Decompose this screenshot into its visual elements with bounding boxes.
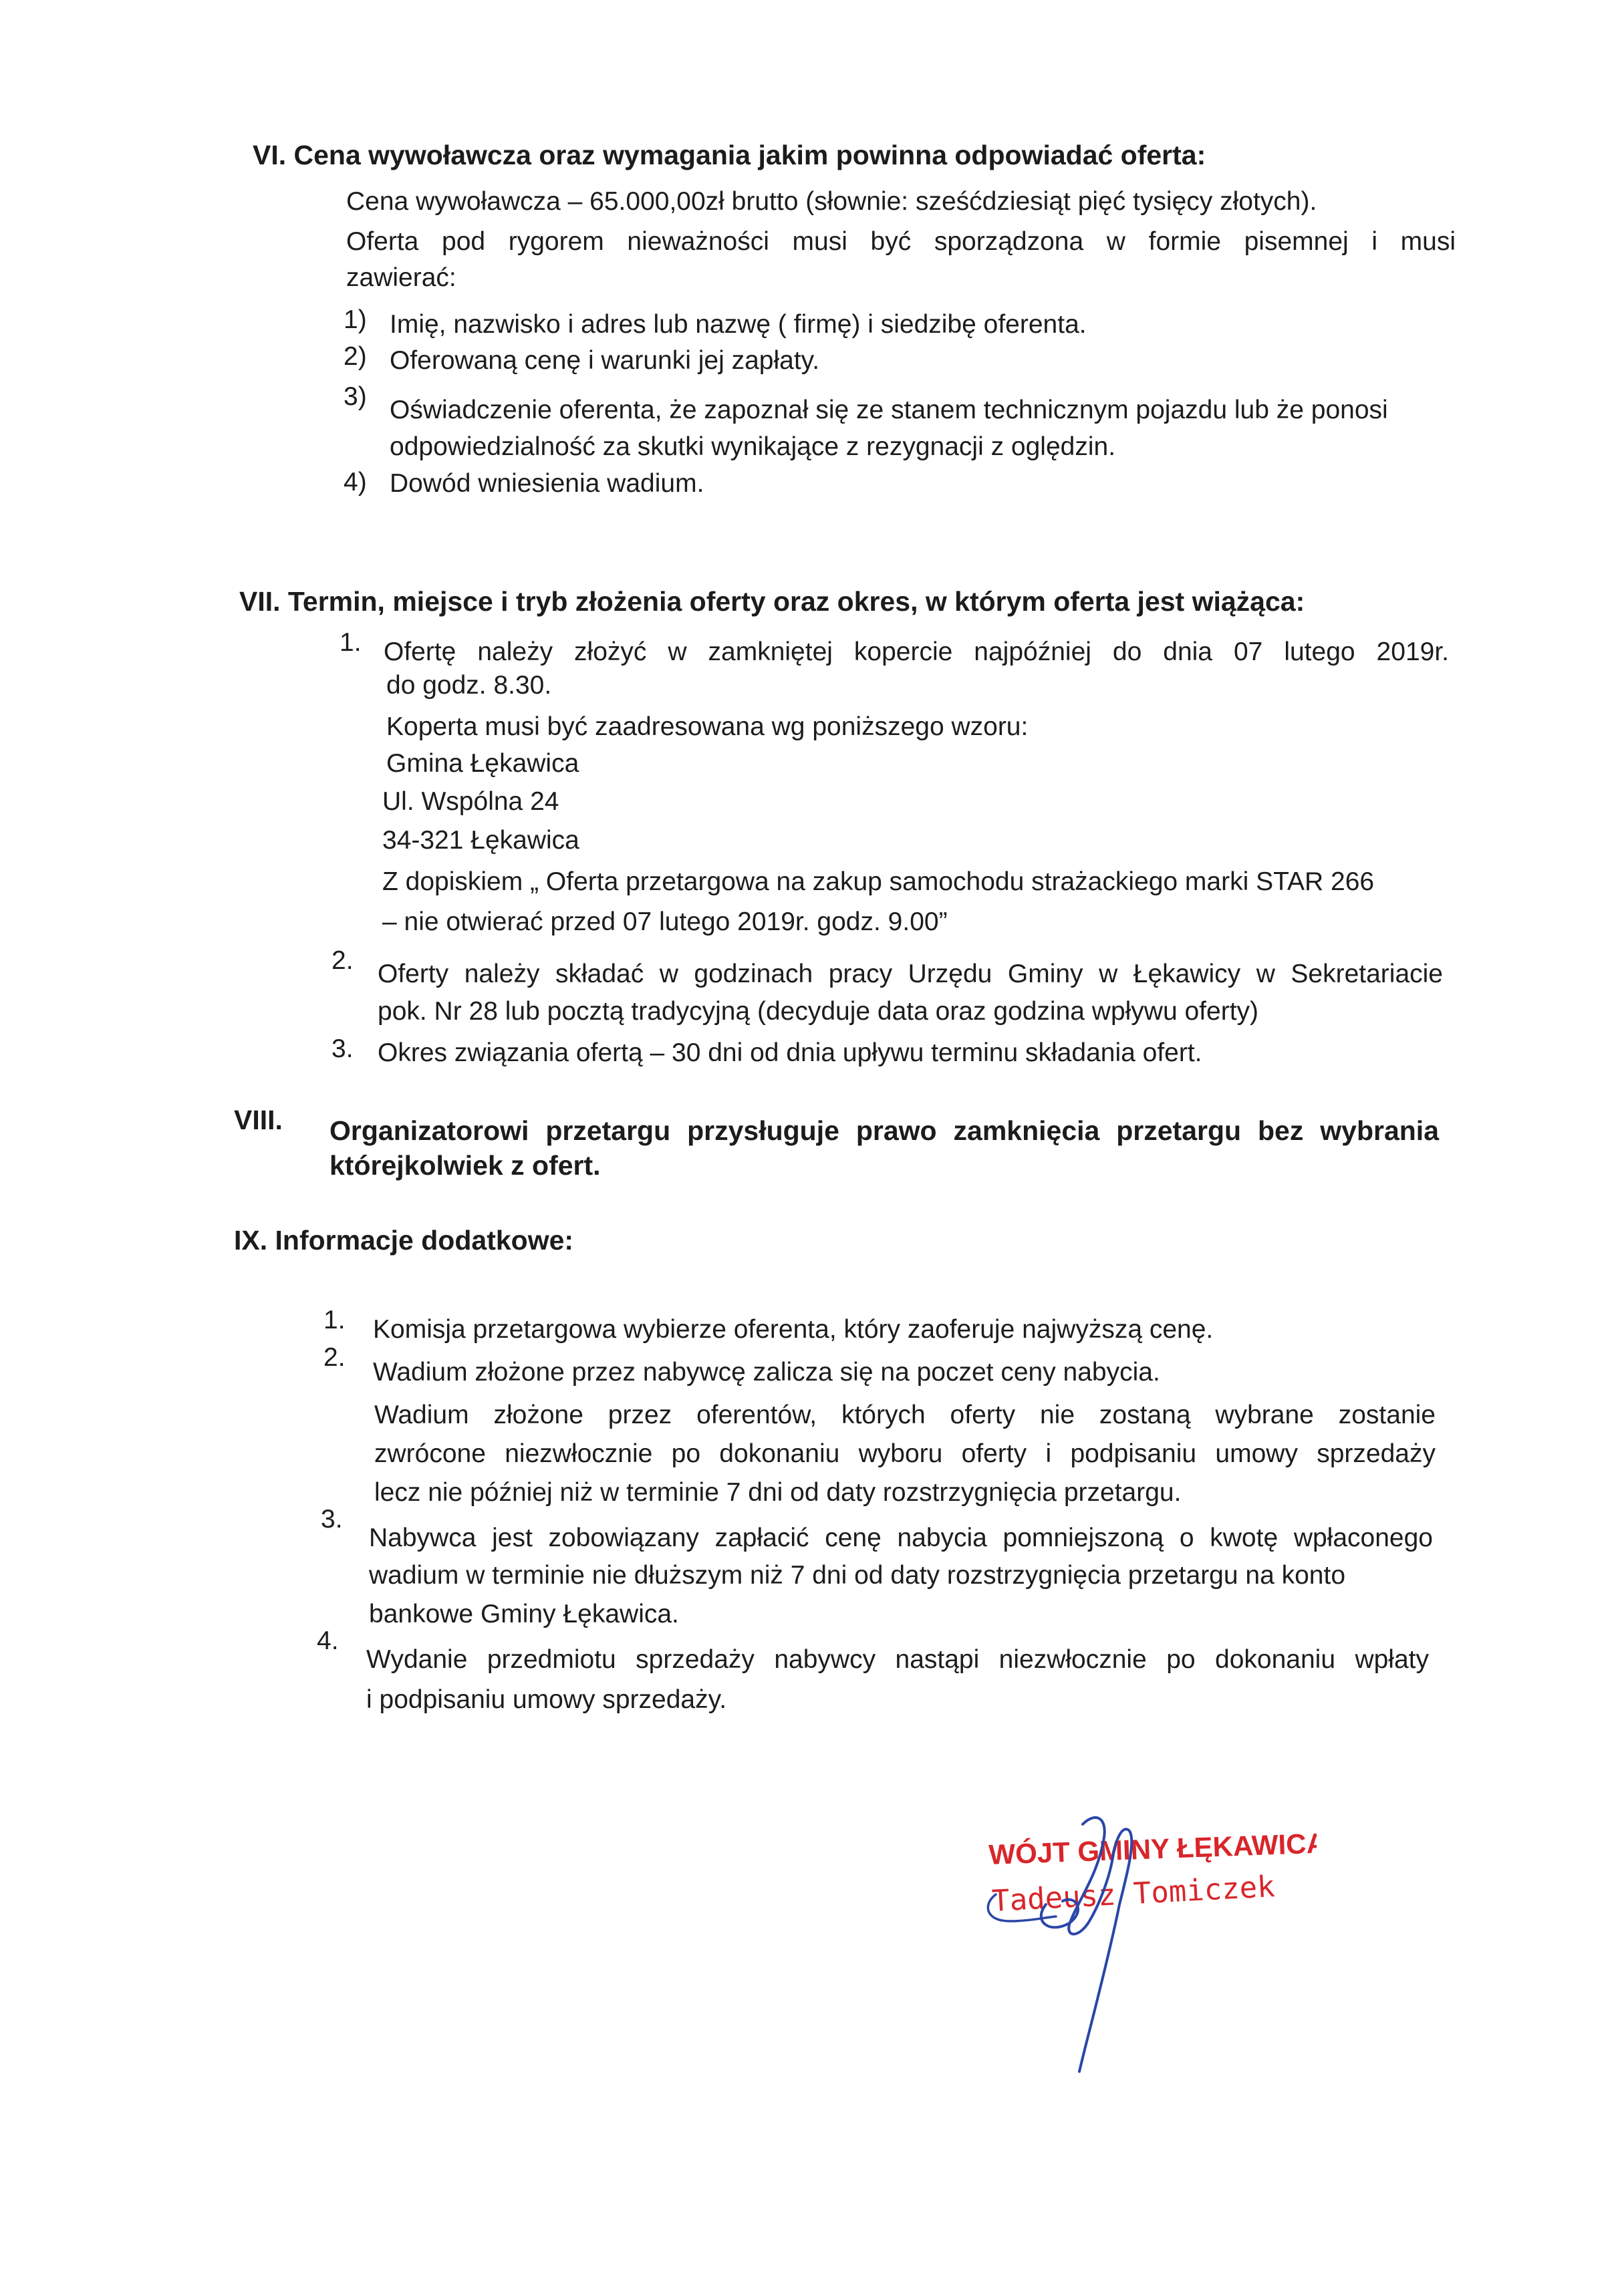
address-line: Gmina Łękawica bbox=[386, 749, 579, 778]
address-line: 34-321 Łękawica bbox=[382, 826, 579, 855]
list-item: Nabywca jest zobowiązany zapłacić cenę nabycia pomniejszoną o kwotę wpłaconego bbox=[369, 1524, 1433, 1552]
list-item-cont: zwrócone niezwłocznie po dokonaniu wyboru oferty i podpisaniu umowy sprzedaży bbox=[374, 1439, 1436, 1468]
section-6-price: Cena wywoławcza – 65.000,00zł brutto (słownie: sześćdziesiąt pięć tysięcy złotych). bbox=[346, 187, 1317, 216]
list-item-cont: odpowiedzialność za skutki wynikające z rezygnacji z oględzin. bbox=[390, 432, 1116, 461]
list-item-cont: – nie otwierać przed 07 lutego 2019r. godz. 9.00” bbox=[382, 907, 948, 936]
list-number: 1) bbox=[344, 305, 367, 334]
list-item: Komisja przetargowa wybierze oferenta, który zaoferuje najwyższą cenę. bbox=[373, 1315, 1214, 1344]
list-item-cont: i podpisaniu umowy sprzedaży. bbox=[366, 1685, 727, 1714]
list-item-cont: pok. Nr 28 lub pocztą tradycyjną (decyduje data oraz godzina wpływu oferty) bbox=[378, 997, 1259, 1026]
list-number: 1. bbox=[340, 628, 362, 657]
list-item: Imię, nazwisko i adres lub nazwę ( firmę) i siedzibę oferenta. bbox=[390, 310, 1087, 339]
section-7-heading: VII. Termin, miejsce i tryb złożenia oferty oraz okres, w którym oferta jest wiążąca: bbox=[239, 586, 1305, 617]
list-item: Oferty należy składać w godzinach pracy Urzędu Gminy w Łękawicy w Sekretariacie bbox=[378, 960, 1443, 988]
list-item-cont: Z dopiskiem „ Oferta przetargowa na zakup samochodu strażackiego marki STAR 266 bbox=[382, 867, 1375, 896]
official-stamp bbox=[969, 1804, 1317, 2098]
list-item: Ofertę należy złożyć w zamkniętej kopercie najpóźniej do dnia 07 lutego 2019r. bbox=[384, 637, 1449, 666]
list-number: 4. bbox=[317, 1626, 339, 1655]
list-number: 2) bbox=[344, 342, 367, 371]
list-number: 1. bbox=[323, 1306, 346, 1334]
address-line: Ul. Wspólna 24 bbox=[382, 787, 559, 816]
list-number: 3. bbox=[321, 1505, 343, 1534]
list-number: 2. bbox=[323, 1343, 346, 1372]
list-number: 2. bbox=[331, 946, 354, 975]
section-6-intro-cont: zawierać: bbox=[346, 263, 456, 292]
section-8-text-cont: którejkolwiek z ofert. bbox=[329, 1150, 601, 1181]
list-number: 3) bbox=[344, 382, 367, 411]
stamp-graphic bbox=[969, 1804, 1317, 2098]
section-9-heading: IX. Informacje dodatkowe: bbox=[234, 1225, 574, 1256]
list-item-cont: Wadium złożone przez oferentów, których oferty nie zostaną wybrane zostanie bbox=[374, 1401, 1436, 1429]
list-item: Oświadczenie oferenta, że zapoznał się ze stanem technicznym pojazdu lub że ponosi bbox=[390, 396, 1388, 424]
list-item: Okres związania ofertą – 30 dni od dnia upływu terminu składania ofert. bbox=[378, 1038, 1202, 1067]
list-item-cont: Koperta musi być zaadresowana wg poniższego wzoru: bbox=[386, 712, 1029, 741]
section-6-intro: Oferta pod rygorem nieważności musi być sporządzona w formie pisemnej i musi bbox=[346, 227, 1456, 256]
list-number: 3. bbox=[331, 1034, 354, 1063]
list-item: Oferowaną cenę i warunki jej zapłaty. bbox=[390, 346, 820, 375]
list-item-cont: do godz. 8.30. bbox=[386, 671, 552, 700]
list-item-cont: wadium w terminie nie dłuższym niż 7 dni od daty rozstrzygnięcia przetargu na konto bbox=[369, 1561, 1346, 1590]
list-item: Wydanie przedmiotu sprzedaży nabywcy nastąpi niezwłocznie po dokonaniu wpłaty bbox=[366, 1645, 1429, 1674]
section-8-text: Organizatorowi przetargu przysługuje prawo zamknięcia przetargu bez wybrania bbox=[329, 1115, 1439, 1146]
section-8-number: VIII. bbox=[234, 1105, 283, 1135]
stamp-title: WÓJT GMINY ŁĘKAWICA bbox=[988, 1827, 1317, 1870]
list-item-cont: lecz nie później niż w terminie 7 dni od daty rozstrzygnięcia przetargu. bbox=[374, 1478, 1182, 1507]
list-number: 4) bbox=[344, 468, 367, 496]
list-item-cont: bankowe Gminy Łękawica. bbox=[369, 1600, 679, 1628]
section-6-heading: VI. Cena wywoławcza oraz wymagania jakim powinna odpowiadać oferta: bbox=[253, 140, 1206, 170]
list-item: Dowód wniesienia wadium. bbox=[390, 469, 704, 498]
list-item: Wadium złożone przez nabywcę zalicza się na poczet ceny nabycia. bbox=[373, 1358, 1160, 1387]
stamp-name: Tadeusz Tomiczek bbox=[990, 1869, 1276, 1918]
